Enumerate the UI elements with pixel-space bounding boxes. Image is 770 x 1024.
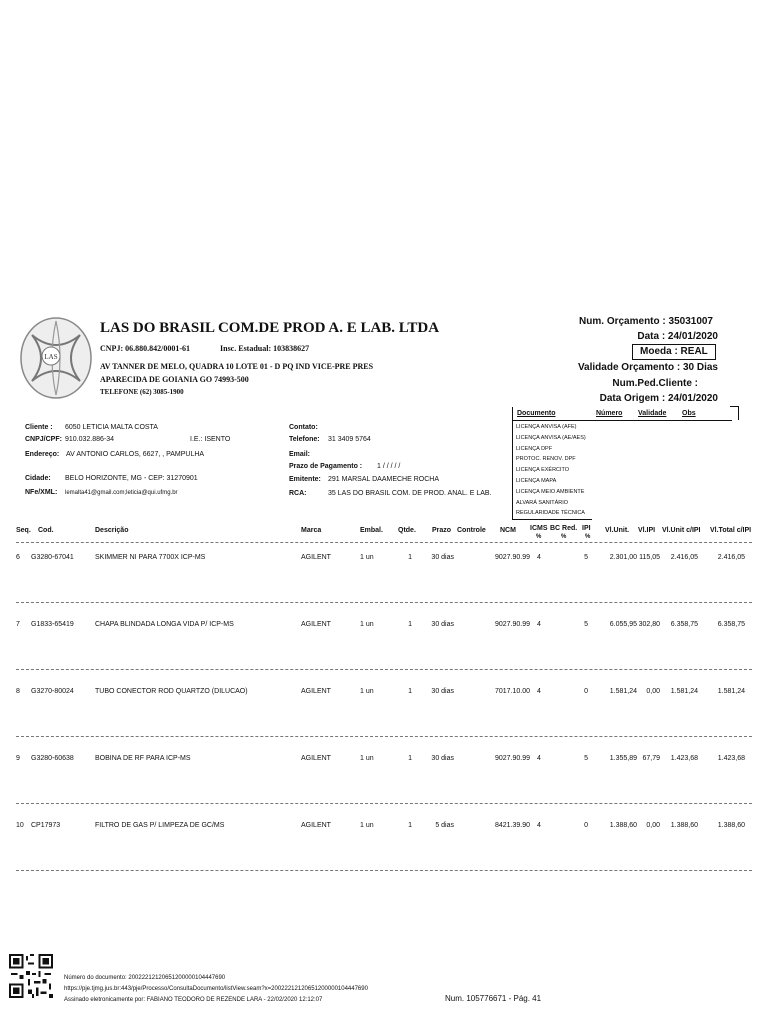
row-seq: 10 [16, 822, 24, 829]
documents-right-tick-top [730, 406, 739, 407]
telefone-label: Telefone: [289, 436, 320, 443]
row-marca: AGILENT [301, 688, 331, 695]
row-qtde: 1 [408, 554, 412, 561]
num-ped-cliente: Num.Ped.Cliente : [612, 378, 698, 389]
row-description: SKIMMER NI PARA 7700X ICP-MS [95, 554, 206, 561]
email-label: Email: [289, 451, 311, 458]
telefone-value: 31 3409 5764 [328, 436, 371, 443]
row-vlunitipi: 1.581,24 [670, 688, 698, 695]
footer-page-number: Num. 105776671 - Pág. 41 [445, 994, 542, 1003]
doc-header-numero: Número [596, 410, 623, 417]
row-icms: 4 [537, 554, 541, 561]
row-qtde: 1 [408, 822, 412, 829]
documents-bottom-line [512, 519, 592, 520]
row-vlipi: 302,80 [638, 621, 660, 628]
row-vlunit: 1.355,89 [609, 755, 637, 762]
cidade-label: Cidade: [25, 475, 51, 482]
document-item: LICENÇA EXÉRCITO [516, 467, 570, 474]
validade-orcamento: Validade Orçamento : 30 Dias [577, 362, 718, 373]
data: Data : 24/01/2020 [637, 331, 718, 342]
row-embal: 1 un [360, 621, 374, 628]
row-vlipi: 0,00 [646, 822, 660, 829]
prazo-value: 1 / / / / / [377, 463, 401, 470]
row-separator [16, 803, 752, 804]
th-bcred: BC Red. [550, 525, 578, 532]
row-qtde: 1 [408, 755, 412, 762]
company-name: LAS DO BRASIL COM.DE PROD A. E LAB. LTDA [100, 320, 440, 336]
row-ncm: 9027.90.99 [494, 621, 530, 628]
company-logo [18, 315, 94, 401]
row-ipi: 0 [584, 688, 588, 695]
row-embal: 1 un [360, 755, 374, 762]
document-item: REGULARIDADE TÉCNICA [516, 510, 585, 517]
row-seq: 6 [16, 554, 20, 561]
footer-doc-number: Número do documento: 20022212120651200000104447690 [64, 975, 226, 981]
document-item: PROTOC. RENOV. DPF [516, 456, 576, 463]
row-vlunitipi: 1.388,60 [670, 822, 698, 829]
row-icms: 4 [537, 621, 541, 628]
row-prazo: 30 dias [431, 621, 454, 628]
company-insc: Insc. Estadual: 103838627 [220, 344, 310, 353]
prazo-label: Prazo de Pagamento : [289, 463, 363, 470]
row-prazo: 5 dias [435, 822, 454, 829]
th-qtde: Qtde. [398, 527, 416, 534]
documents-right-tick [738, 406, 739, 420]
document-item: LICENÇA DPF [516, 445, 553, 452]
moeda: Moeda : REAL [640, 346, 708, 357]
row-prazo: 30 dias [431, 755, 454, 762]
th-vlipi: Vl.IPI [638, 527, 656, 534]
row-cod: CP17973 [31, 822, 61, 829]
th-seq: Seq. [16, 527, 31, 534]
row-total: 6.358,75 [717, 621, 745, 628]
row-total: 1.423,68 [717, 755, 745, 762]
cliente-value: 6050 LETICIA MALTA COSTA [65, 424, 158, 431]
th-ipi: IPI [582, 525, 591, 532]
company-cnpj: CNPJ: 06.880.842/0001-61 [100, 344, 190, 353]
document-item: LICENÇA ANVISA (AE/AES) [516, 434, 586, 441]
row-embal: 1 un [360, 554, 374, 561]
row-separator [16, 736, 752, 737]
row-separator [16, 602, 752, 603]
qr-code [9, 954, 53, 998]
row-ipi: 5 [584, 755, 588, 762]
th-vlunitipi: Vl.Unit c/IPI [662, 527, 701, 534]
th-controle: Controle [457, 527, 486, 534]
row-seq: 8 [16, 688, 20, 695]
th-embal: Embal. [360, 527, 383, 534]
doc-header-obs: Obs [682, 410, 696, 417]
endereco-value: AV ANTONIO CARLOS, 6627, , PAMPULHA [66, 451, 205, 458]
row-vlunitipi: 2.416,05 [670, 554, 698, 561]
row-icms: 4 [537, 755, 541, 762]
row-qtde: 1 [408, 621, 412, 628]
cliente-label: Cliente : [25, 424, 53, 431]
rca-value: 35 LAS DO BRASIL COM. DE PROD. ANAL. E LAB. [328, 490, 492, 497]
row-embal: 1 un [360, 688, 374, 695]
nfe-label: NFe/XML: [25, 489, 58, 496]
row-vlunitipi: 6.358,75 [670, 621, 698, 628]
svg-text:LAS: LAS [44, 353, 58, 361]
row-icms: 4 [537, 688, 541, 695]
th-marca: Marca [301, 527, 322, 534]
row-separator [16, 669, 752, 670]
row-description: BOBINA DE RF PARA ICP-MS [95, 755, 191, 762]
footer-url[interactable]: https://pje.tjmg.jus.br:443/pje/Processo/ConsultaDocumento/listView.seam?x=20022212120651200000104447690 [64, 986, 368, 992]
row-vlipi: 115,05 [639, 554, 660, 561]
rca-label: RCA: [289, 490, 307, 497]
row-ncm: 7017.10.00 [494, 688, 530, 695]
row-seq: 9 [16, 755, 20, 762]
th-bcred-pct: % [561, 534, 567, 540]
endereco-label: Endereço: [25, 451, 60, 458]
row-separator [16, 870, 752, 871]
row-ipi: 0 [584, 822, 588, 829]
th-icms-pct: % [536, 534, 542, 540]
row-vlunitipi: 1.423,68 [670, 755, 698, 762]
document-item: LICENÇA MAPA [516, 478, 557, 484]
row-prazo: 30 dias [431, 688, 454, 695]
row-embal: 1 un [360, 822, 374, 829]
company-address1: AV TANNER DE MELO, QUADRA 10 LOTE 01 - D PQ IND VICE-PRE PRES [100, 362, 374, 371]
num-orcamento: Num. Orçamento : 35031007 [579, 316, 713, 327]
cnpj-label: CNPJ/CPF: [25, 436, 62, 443]
row-cod: G3280-67041 [31, 554, 74, 561]
th-cod: Cod. [38, 527, 54, 534]
row-cod: G3270-80024 [31, 688, 74, 695]
row-vlunit: 2.301,00 [609, 554, 637, 561]
documents-top-line [512, 420, 732, 421]
row-description: FILTRO DE GAS P/ LIMPEZA DE GC/MS [95, 822, 225, 829]
row-marca: AGILENT [301, 554, 331, 561]
row-qtde: 1 [408, 688, 412, 695]
row-cod: G1833-65419 [31, 621, 74, 628]
row-description: CHAPA BLINDADA LONGA VIDA P/ ICP-MS [95, 621, 234, 628]
row-prazo: 30 dias [431, 554, 454, 561]
th-ncm: NCM [500, 527, 516, 534]
emitente-value: 291 MARSAL DAAMECHE ROCHA [328, 476, 439, 483]
row-ncm: 9027.90.99 [494, 755, 530, 762]
documents-left-line [512, 407, 513, 519]
th-prazo: Prazo [432, 527, 452, 534]
document-item: LICENÇA ANVISA (AFE) [516, 424, 577, 430]
doc-header-validade: Validade [638, 410, 667, 417]
footer-signed: Assinado eletronicamente por: FABIANO TEODORO DE REZENDE LARA - 22/02/2020 12:12:07 [64, 997, 323, 1003]
document-item: LICENÇA MEIO AMBIENTE [516, 488, 585, 495]
row-vlipi: 67,79 [642, 755, 660, 762]
th-descricao: Descrição [95, 527, 129, 534]
contato-label: Contato: [289, 424, 318, 431]
data-origem: Data Origem : 24/01/2020 [599, 393, 718, 404]
document-item: ALVARÁ SANITÁRIO [516, 499, 569, 506]
row-marca: AGILENT [301, 755, 331, 762]
company-phone: TELEFONE (62) 3085-1900 [100, 388, 184, 396]
th-vltotal: Vl.Total c/IPI [710, 527, 752, 534]
row-vlipi: 0,00 [646, 688, 660, 695]
emitente-label: Emitente: [289, 476, 321, 483]
cnpj-value: 910.032.886-34 [65, 436, 115, 443]
row-vlunit: 1.388,60 [609, 822, 637, 829]
th-ipi-pct: % [585, 534, 591, 540]
row-marca: AGILENT [301, 822, 331, 829]
nfe-value: lemalta41@gmail.com;leticia@qui.ufmg.br [65, 490, 178, 496]
row-vlunit: 6.055,95 [609, 621, 637, 628]
row-cod: G3280-60638 [31, 755, 74, 762]
row-marca: AGILENT [301, 621, 331, 628]
company-address2: APARECIDA DE GOIANIA GO 74993-500 [100, 375, 249, 384]
row-total: 1.581,24 [717, 688, 745, 695]
ie-label: I.E.: ISENTO [190, 436, 231, 443]
row-seq: 7 [16, 621, 20, 628]
row-ipi: 5 [584, 554, 588, 561]
row-icms: 4 [537, 822, 541, 829]
row-total: 1.388,60 [717, 822, 745, 829]
table-header-line [16, 542, 752, 543]
row-ncm: 8421.39.90 [494, 822, 530, 829]
row-description: TUBO CONECTOR ROD QUARTZO (DILUCAO) [95, 688, 248, 695]
row-ipi: 5 [584, 621, 588, 628]
row-vlunit: 1.581,24 [609, 688, 637, 695]
doc-header-documento: Documento [517, 410, 556, 417]
row-ncm: 9027.90.99 [494, 554, 530, 561]
th-icms: ICMS [530, 525, 548, 532]
row-total: 2.416,05 [717, 554, 745, 561]
cidade-value: BELO HORIZONTE, MG - CEP: 31270901 [65, 475, 198, 482]
th-vlunit: Vl.Unit. [605, 527, 630, 534]
